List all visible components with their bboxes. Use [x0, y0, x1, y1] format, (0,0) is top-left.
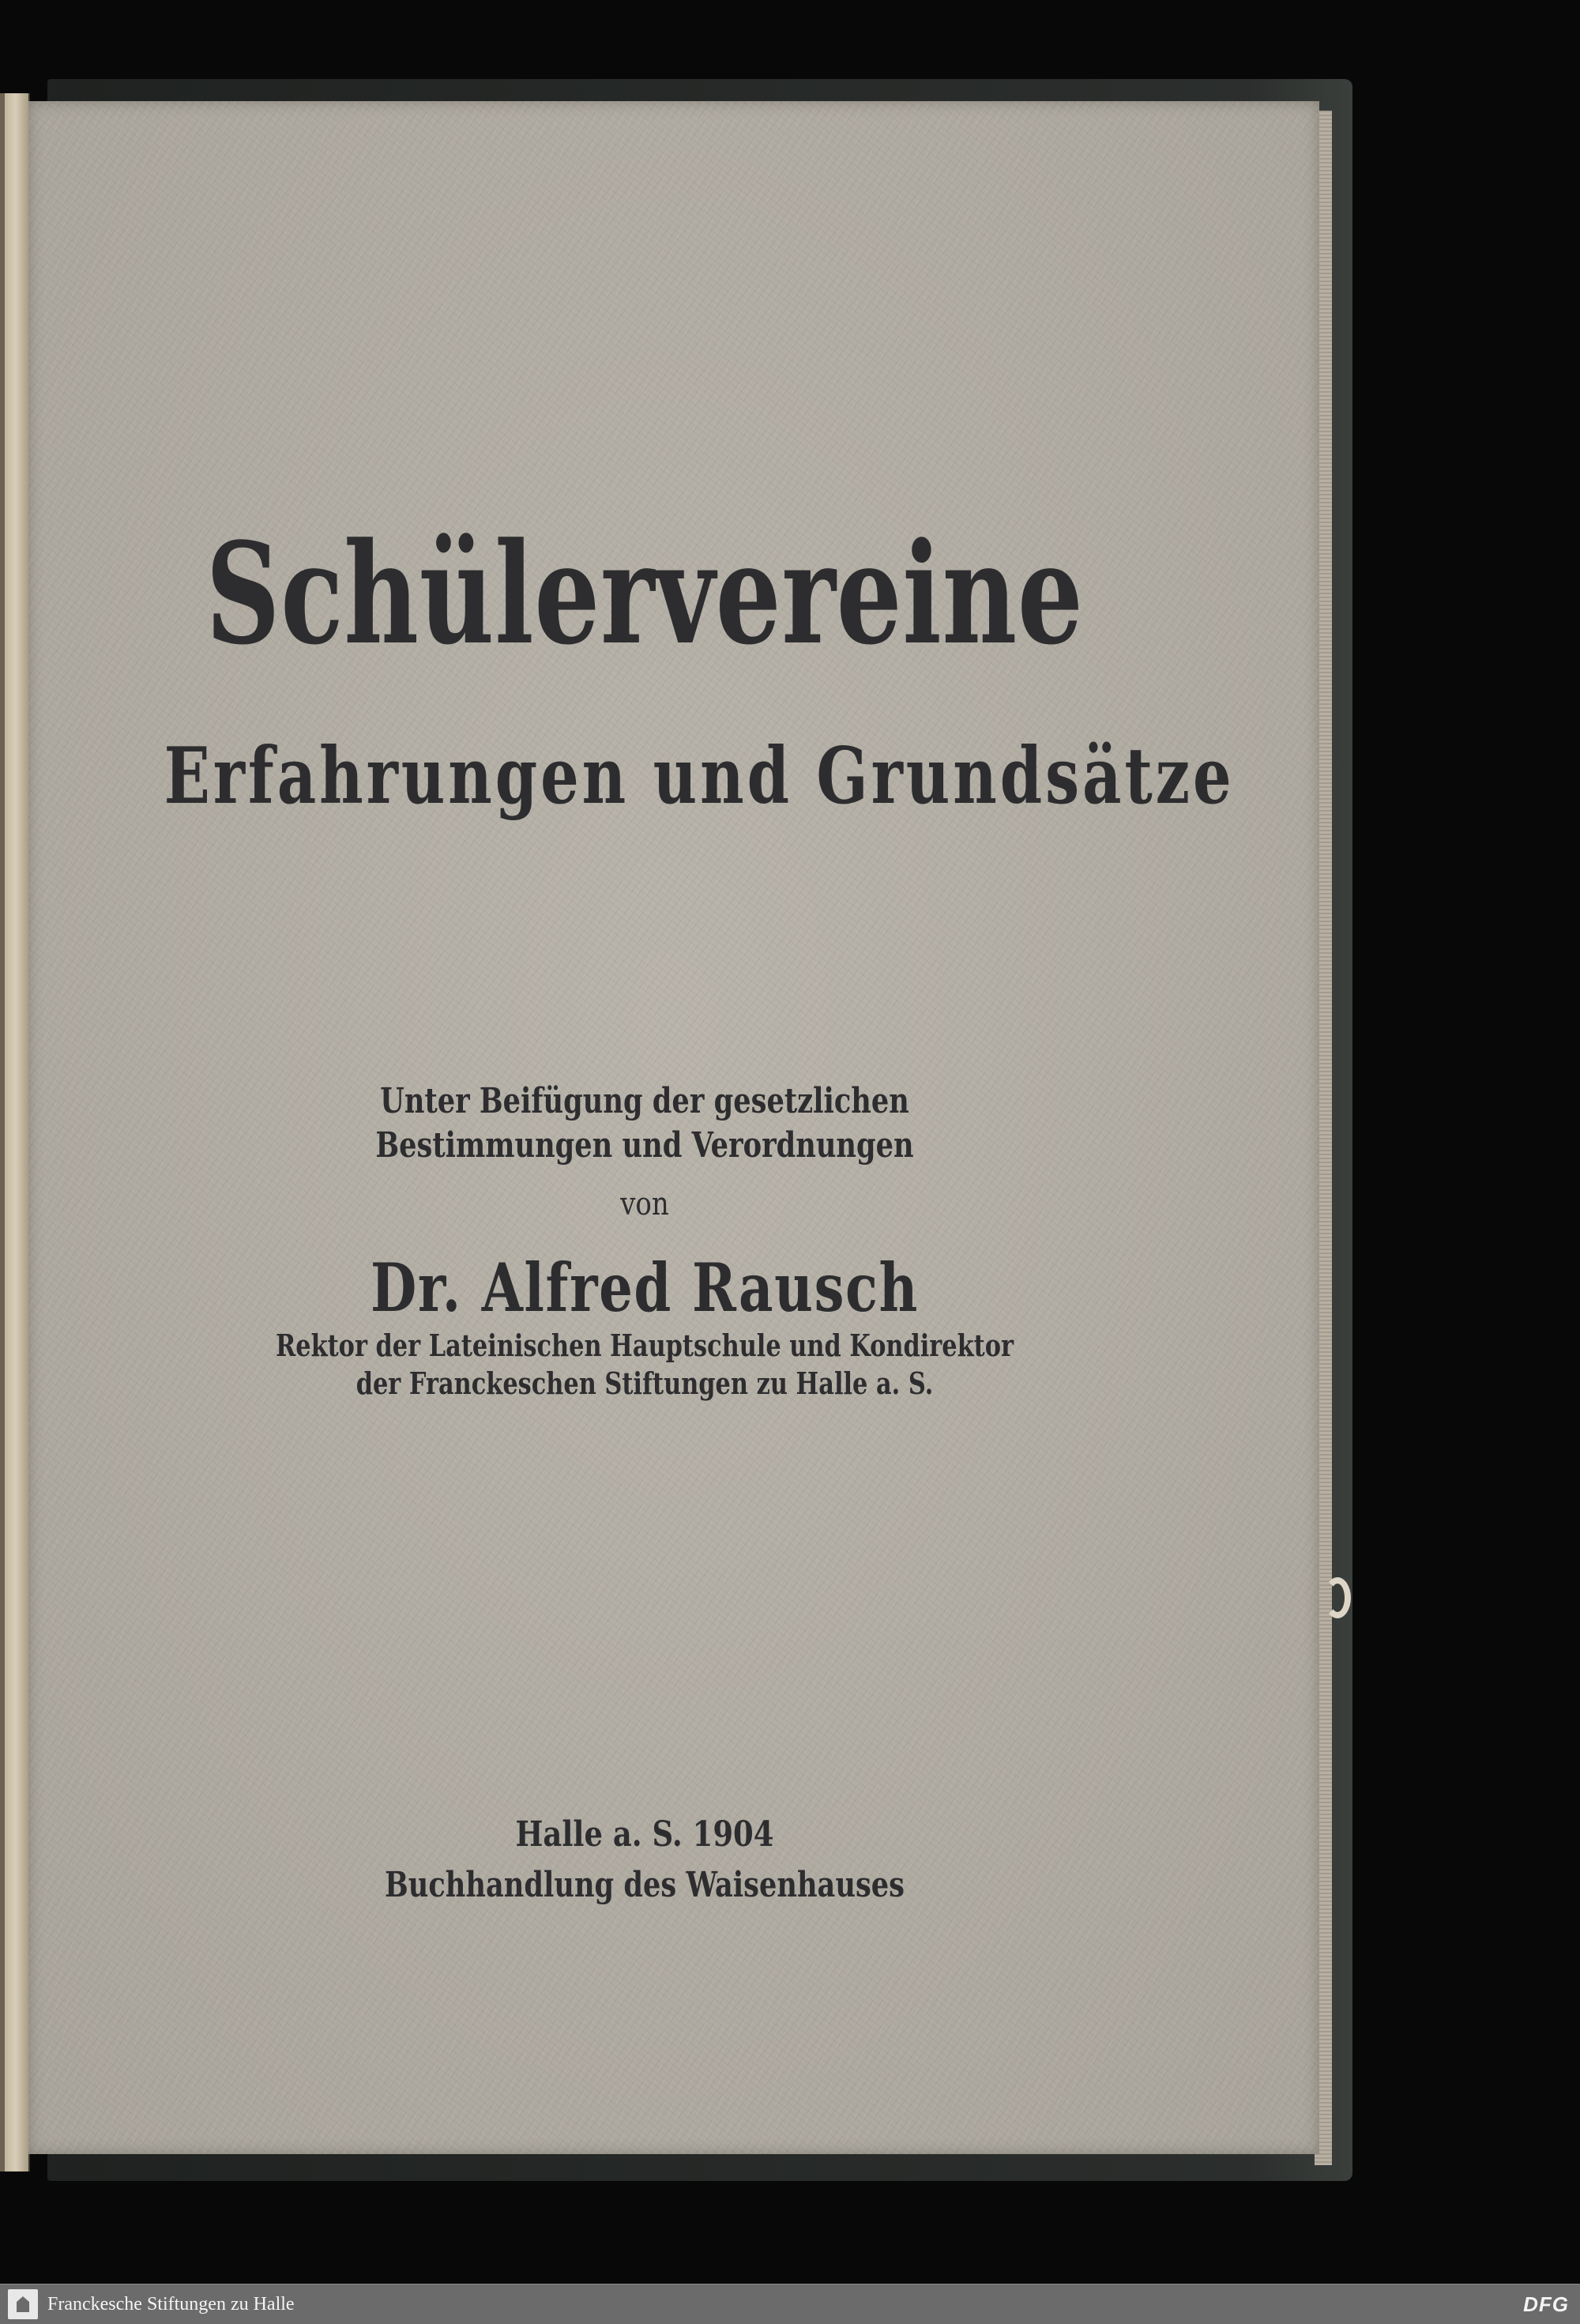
- author-affiliation-line-1: Rektor der Lateinischen Hauptschule und Kondirektor: [275, 1328, 1014, 1363]
- imprint-place-year: Halle a. S. 1904: [515, 1814, 774, 1855]
- ribbon-loop: [1324, 1577, 1351, 1618]
- book-subtitle: Erfahrungen und Grundsätze: [164, 731, 1235, 822]
- francke-foundation-logo-icon: [8, 2289, 38, 2319]
- supplement-note-line-2: Bestimmungen und Verordnungen: [375, 1125, 914, 1166]
- supplement-note-line-1: Unter Beifügung der gesetzlichen: [380, 1081, 909, 1121]
- imprint-publisher: Buchhandlung des Waisenhauses: [385, 1865, 905, 1905]
- dfg-logo: DFG: [1523, 2292, 1569, 2316]
- footer-institution-name: Franckesche Stiftungen zu Halle: [47, 2294, 295, 2315]
- left-page-edge: [0, 93, 5, 2171]
- by-line: von: [620, 1186, 669, 1222]
- book-title: Schülervereine: [205, 512, 1084, 676]
- author-name: Dr. Alfred Rausch: [370, 1249, 920, 1327]
- author-affiliation-line-2: der Franckeschen Stiftungen zu Halle a. S.: [356, 1365, 934, 1401]
- title-page: [28, 101, 1319, 2154]
- viewer-footer-bar: [0, 2284, 1580, 2324]
